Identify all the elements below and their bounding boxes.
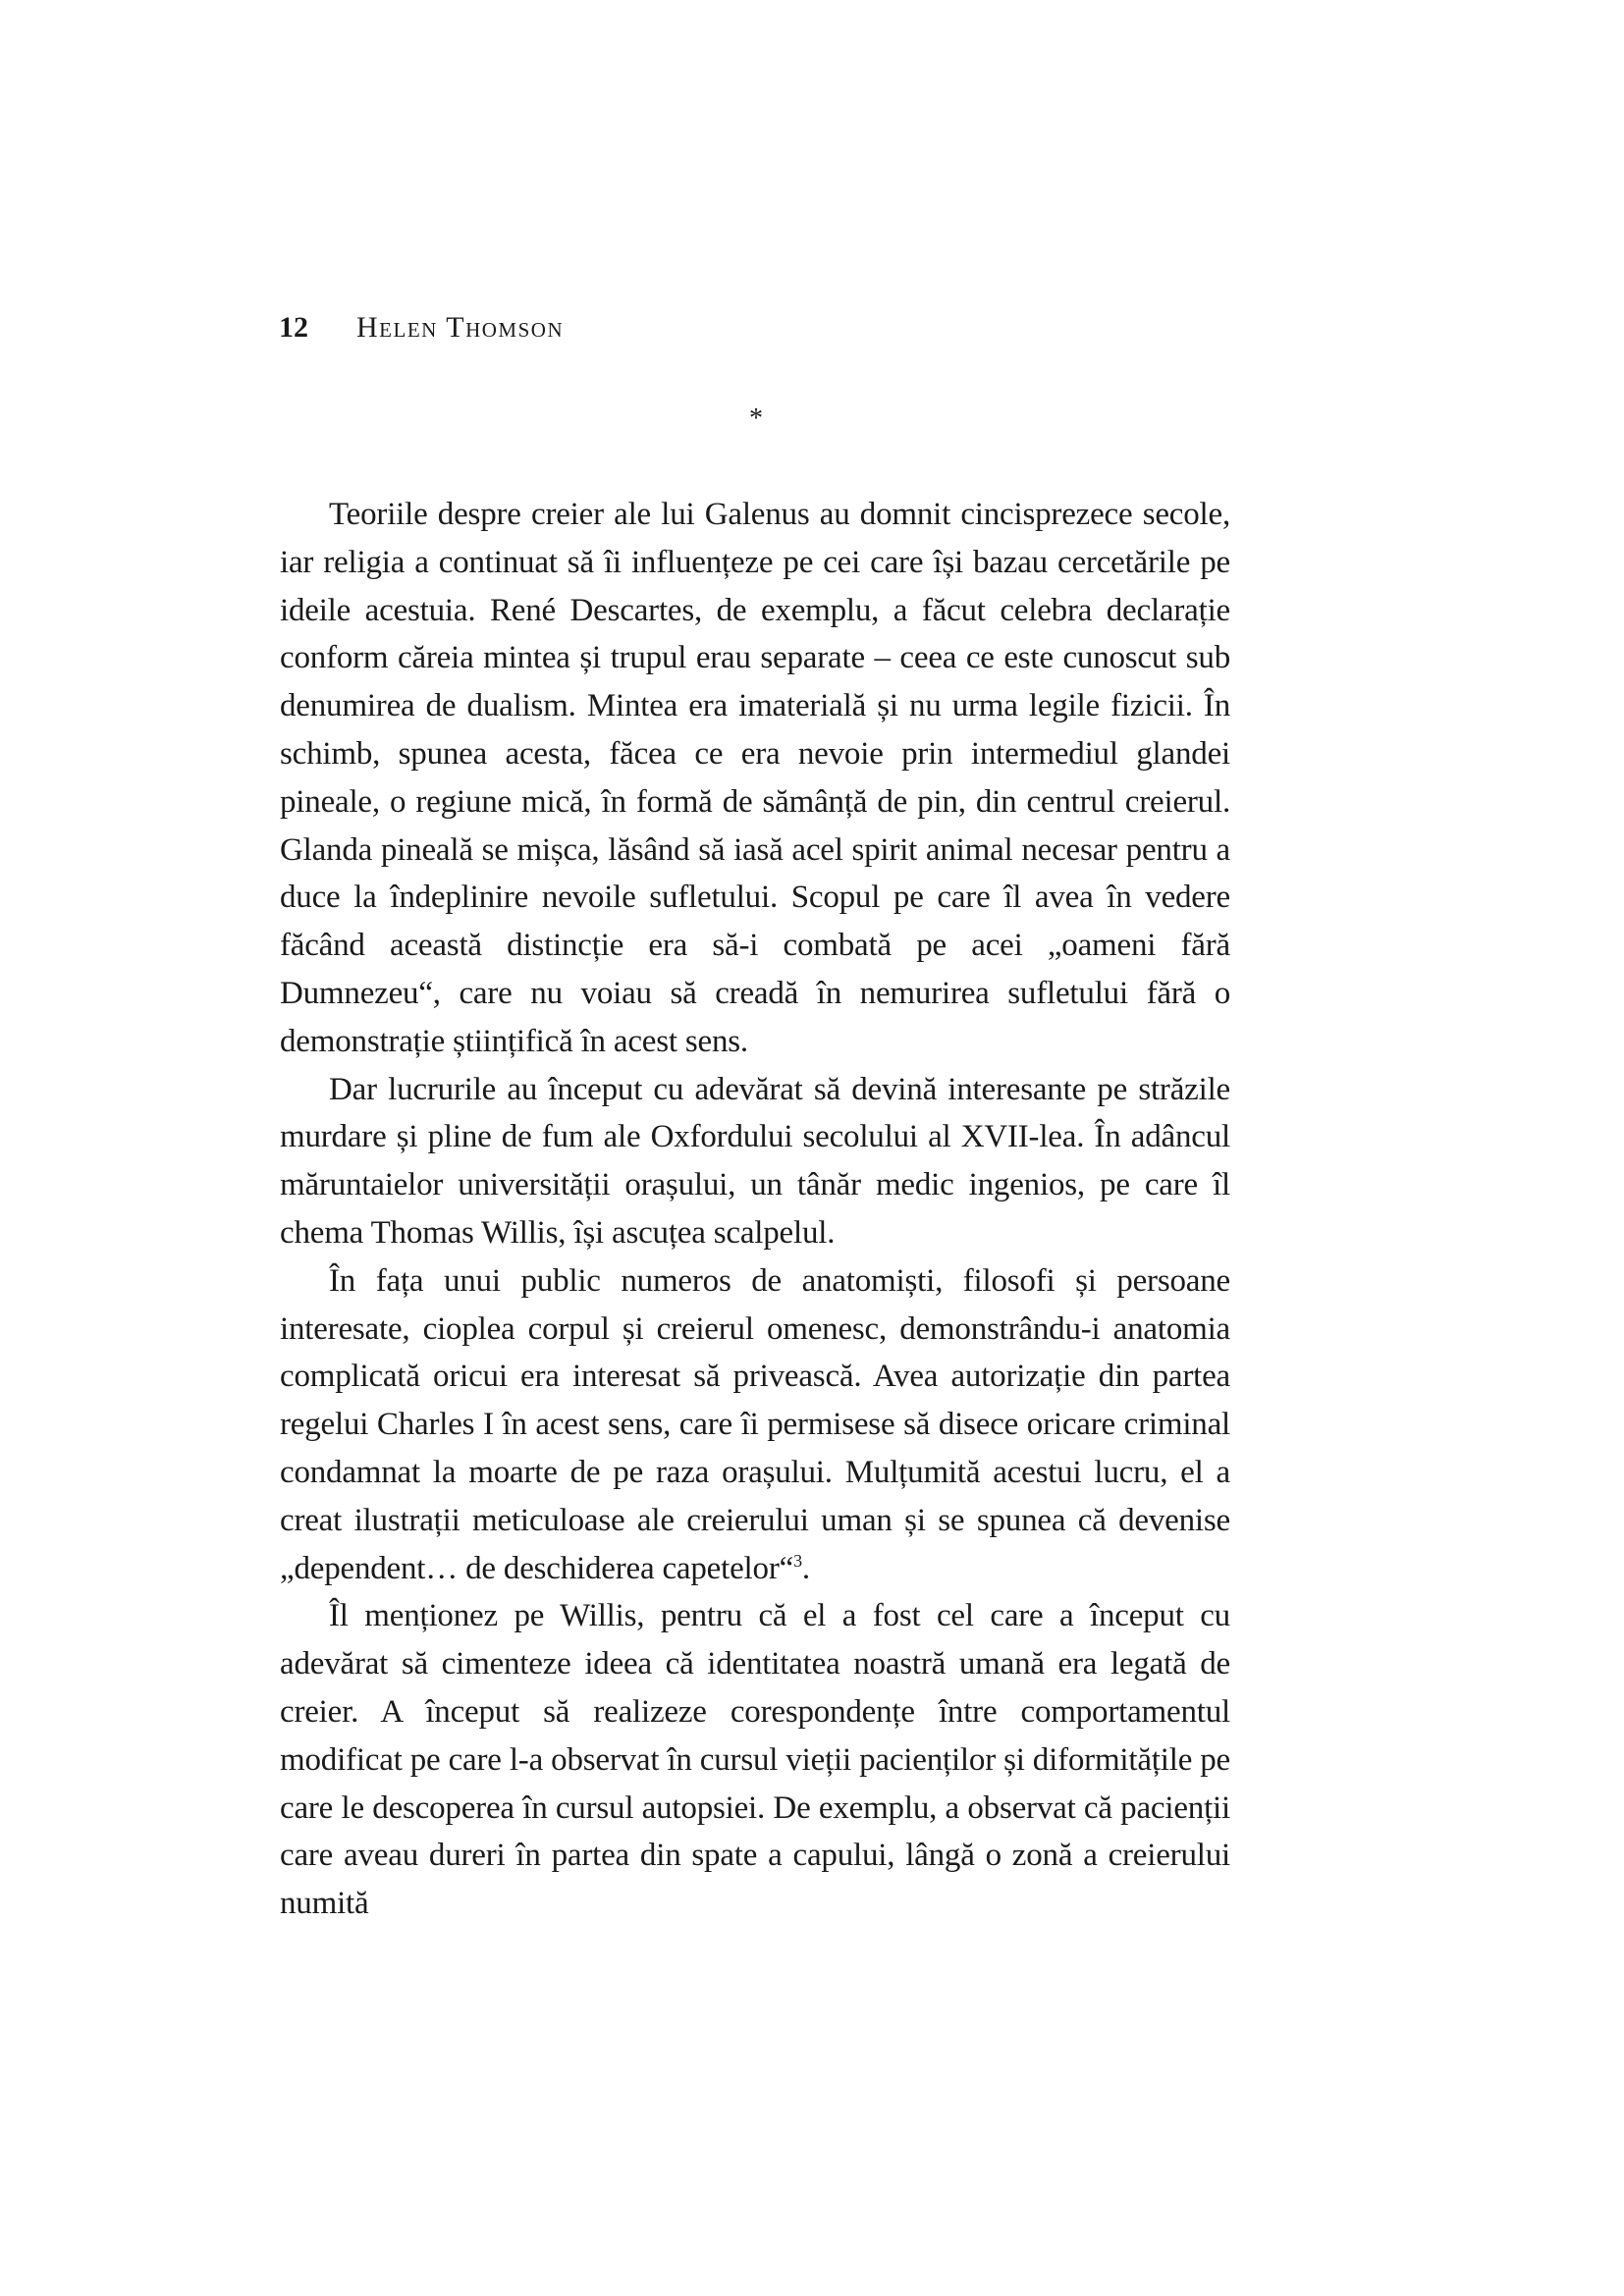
paragraph-2: Dar lucrurile au început cu adevărat să devină interesante pe străzile murdare și pline de fum ale Oxfordului secolului al XVII-lea. În adâncul măruntaielor universității orașului, un tânăr medic ingenios, pe care îl chema Thomas Willis, își ascuțea scalpelul. [280,1071,1230,1251]
paragraph-3-end: . [801,1550,810,1586]
page-number: 12 [279,311,308,344]
section-break-asterisk: * [749,403,763,434]
paragraph-3-text: În fața unui public numeros de anatomiști, filosofi și persoane interesate, cioplea corpul și creierul omenesc, demonstrându-i anatomia complicată oricui era interesat să privească. Avea autorizație din partea regelui Charles I în acest sens, care îi permisese să disece oricare criminal condamnat la moarte de pe raza orașului. Mulțumită acestui lucru, el a creat ilustrații meticuloase ale creierului uman și se spunea că devenise „dependent… de deschiderea capetelor“ [280,1262,1230,1586]
footnote-reference: 3 [793,1550,802,1571]
running-head-author: Helen Thomson [356,311,565,344]
paragraph-4: Îl menționez pe Willis, pentru că el a fost cel care a început cu adevărat să cimenteze ideea că identitatea noastră umană era legată de creier. A început să realizeze corespondențe între comportamentul modificat pe care l-a observat în cursul vieții pacienților și diformitățile pe care le descoperea în cursul autopsiei. De exemplu, a observat că pacienții care aveau dureri în partea din spate a capului, lângă o zonă a creierului numită [280,1598,1230,1922]
paragraph-1: Teoriile despre creier ale lui Galenus au domnit cincisprezece secole, iar religia a continuat să îi influențeze pe cei care își bazau cercetările pe ideile acestuia. René Descartes, de exemplu, a făcut celebra declarație conform căreia mintea și trupul erau separate – ceea ce este cunoscut sub denumirea de dualism. Mintea era imaterială și nu urma legile fizicii. În schimb, spunea acesta, făcea ce era nevoie prin intermediul glandei pineale, o regiune mică, în formă de sămânță de pin, din centrul creierul. Glanda pineală se mișca, lăsând să iasă acel spirit animal necesar pentru a duce la îndeplinire nevoile sufletului. Scopul pe care îl avea în vedere făcând această distincție era să-i combată pe acei „oameni fără Dumnezeu“, care nu voiau să creadă în nemurirea sufletului fără o demonstrație științifică în acest sens. [280,497,1230,1059]
paragraph-3 [280,1257,1230,1593]
body-text [280,491,1230,1928]
